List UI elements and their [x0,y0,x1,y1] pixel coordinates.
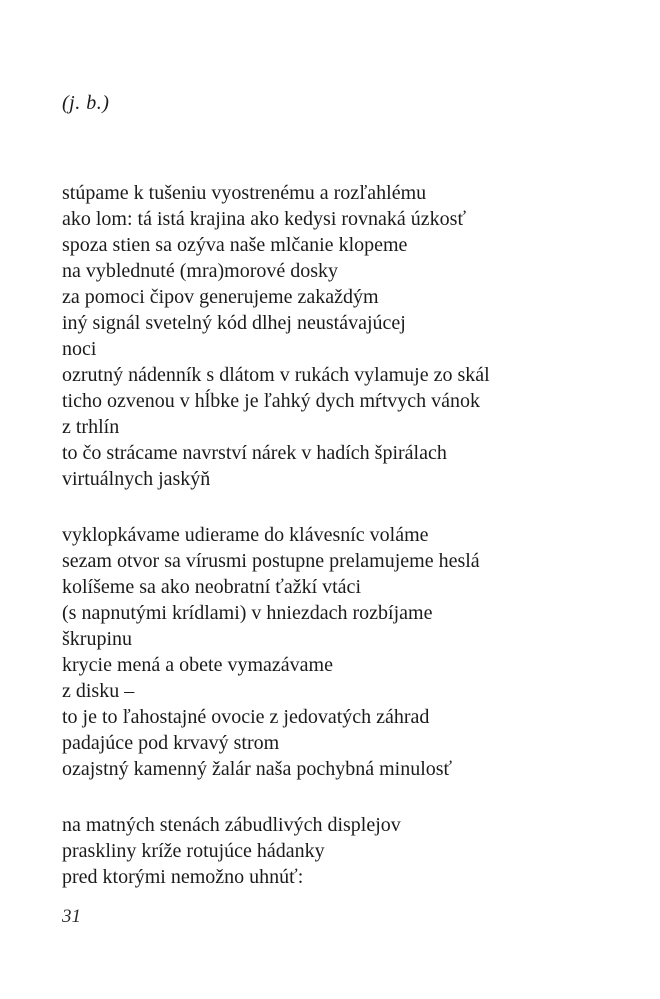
poem-line: z disku – [62,680,135,702]
poem-line: padajúce pod krvavý strom [62,732,280,754]
poem-line: z trhlín [62,416,120,438]
poem-line: ozrutný nádenník s dlátom v rukách vylamuje zo skál [62,364,490,386]
poem-line: ozajstný kamenný žalár naša pochybná minulosť [62,758,453,780]
stanza [62,180,622,492]
poem-line: iný signál svetelný kód dlhej neustávajúcej [62,312,406,334]
poem-line: to je to ľahostajné ovocie z jedovatých záhrad [62,706,430,728]
poem-line: to čo strácame navrství nárek v hadích špirálach [62,442,447,464]
poem-line: krycie mená a obete vymazávame [62,654,333,676]
stanza [62,812,622,890]
poem-dedication: (j. b.) [62,92,110,114]
poem-line: na vyblednuté (mra)morové dosky [62,260,339,282]
stanza [62,522,622,782]
poem-line: stúpame k tušeniu vyostrenému a rozľahlému [62,182,427,204]
poem-line: ticho ozvenou v hĺbke je ľahký dych mŕtvych vánok [62,390,481,412]
poem-line: praskliny kríže rotujúce hádanky [62,840,325,862]
poem-line: kolíšeme sa ako neobratní ťažkí vtáci [62,576,361,598]
poem-line: na matných stenách zábudlivých displejov [62,814,401,836]
poem-line: za pomoci čipov generujeme zakaždým [62,286,379,308]
poem-line: (s napnutými krídlami) v hniezdach rozbíjame [62,602,433,624]
poem-line: spoza stien sa ozýva naše mlčanie klopeme [62,234,408,256]
poem-line: virtuálnych jaskýň [62,468,211,490]
page-number: 31 [62,906,81,927]
poem-line: vyklopkávame udierame do klávesníc voláme [62,524,429,546]
poem-line: škrupinu [62,628,132,650]
poem-line: ako lom: tá istá krajina ako kedysi rovnaká úzkosť [62,208,466,230]
poem-line: noci [62,338,97,360]
poem-line: sezam otvor sa vírusmi postupne prelamujeme heslá [62,550,480,572]
poem-line: pred ktorými nemožno uhnúť: [62,866,304,888]
poem-body [62,180,622,890]
